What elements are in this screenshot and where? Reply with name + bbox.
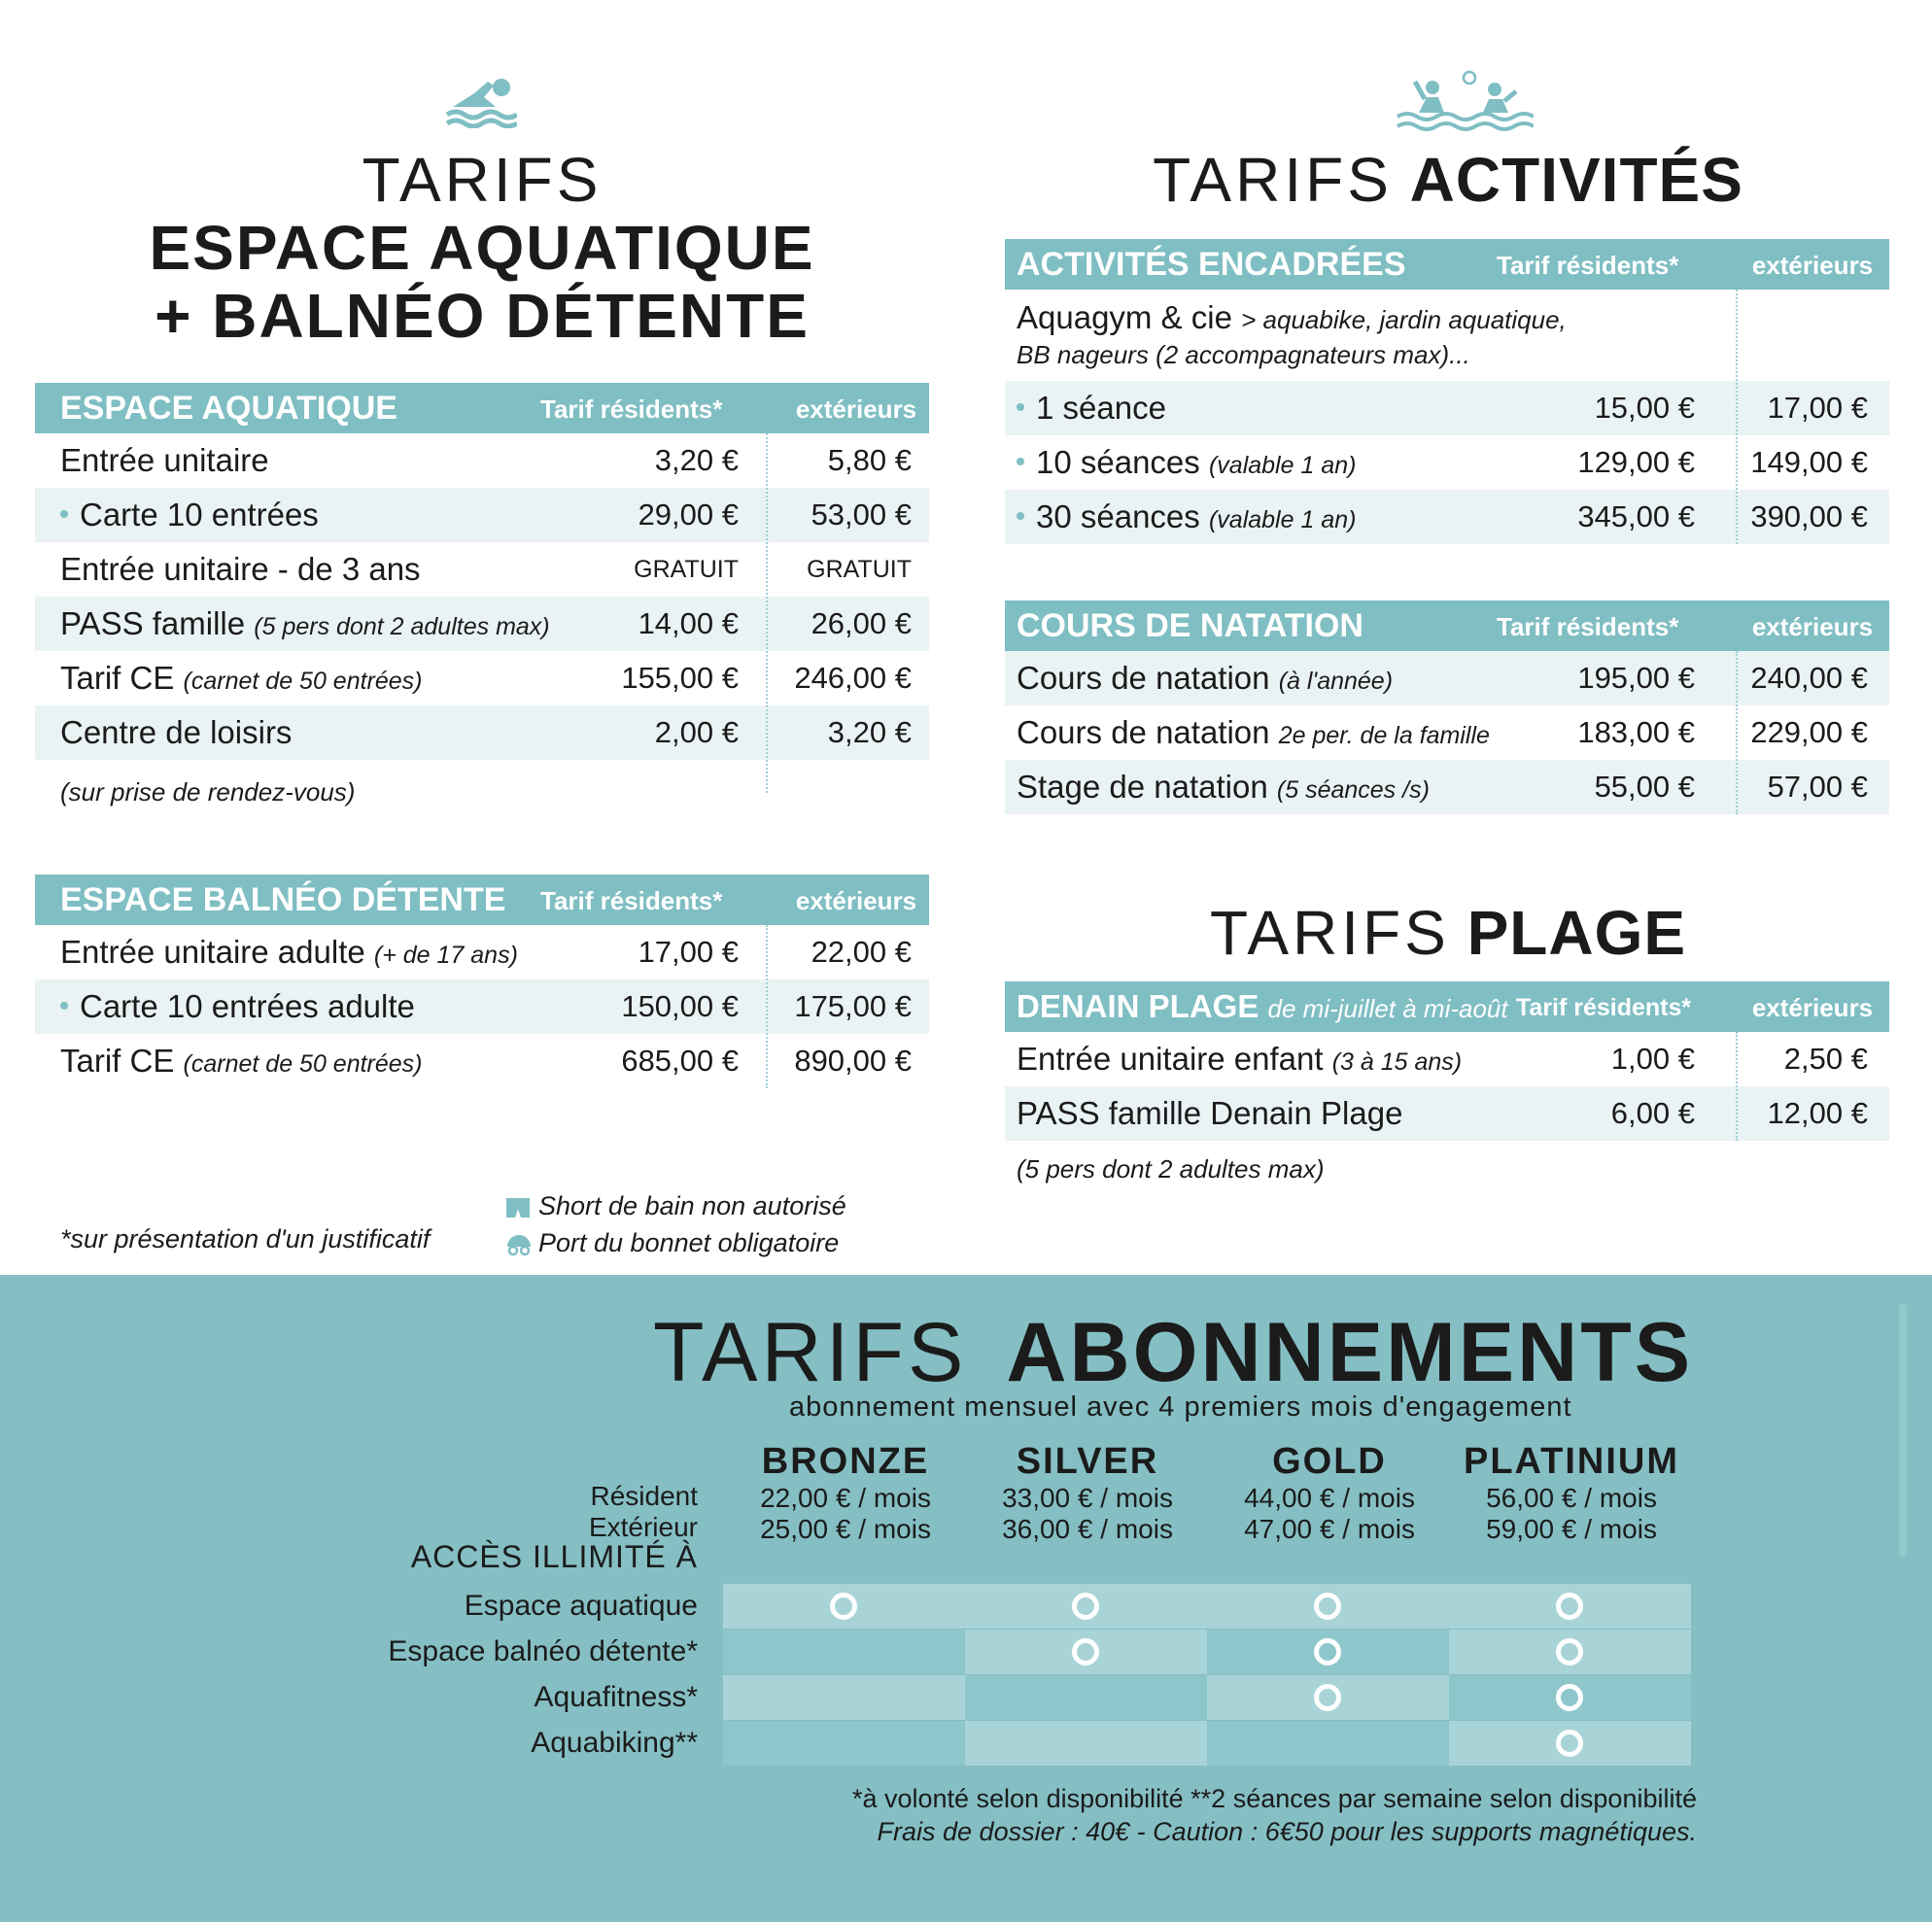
feature-cell [723,1630,965,1674]
included-ring-icon [830,1593,857,1620]
abonnements-footnote-2: Frais de dossier : 40€ - Caution : 6€50 pour les supports magnétiques. [877,1817,1697,1846]
row-ext: 2,50 € [1783,1042,1868,1076]
row-ext: 12,00 € [1767,1096,1868,1130]
table-header-sub: de mi-juillet à mi-août [1267,994,1508,1023]
row-label: Entrée unitaire adulte [60,934,365,970]
row-res: 2,00 € [654,715,739,749]
row-label: Carte 10 entrées adulte [80,988,415,1024]
table-row [35,705,929,760]
row-note: (carnet de 50 entrées) [183,1050,423,1078]
row-ext: 53,00 € [811,498,912,532]
row-label: Cours de natation [1017,714,1270,750]
table-row [1005,381,1889,435]
header-residents: Tarif résidents* [540,886,723,915]
included-ring-icon [1556,1684,1583,1711]
table-row [1005,760,1889,814]
table-row [1005,705,1889,760]
row-label: Entrée unitaire - de 3 ans [60,551,421,587]
row-res: 183,00 € [1577,715,1695,749]
plan-exterieur-price: 36,00 € / mois [1002,1514,1173,1544]
abonnements-title-bold: ABONNEMENTS [1006,1306,1694,1399]
feature-label: Aquabiking** [531,1727,698,1759]
aquatique-title-line3: + BALNÉO DÉTENTE [155,281,810,351]
legend [505,1187,846,1261]
decorative-bar [1899,1304,1907,1557]
table-row [35,488,929,542]
justificatif-note: *sur présentation d'un justificatif [60,1224,431,1253]
header-exterieurs: extérieurs [1751,993,1874,1022]
column-divider [766,433,768,793]
included-ring-icon [1314,1593,1341,1620]
row-res: 195,00 € [1577,661,1695,695]
row-label: Centre de loisirs [60,714,293,750]
feature-cell [1207,1721,1449,1766]
plage-title-bold: PLAGE [1466,898,1687,968]
row-label: Tarif CE [60,1043,175,1079]
row-note: (valable 1 an) [1208,452,1357,479]
bullet-icon [60,510,68,518]
feature-cell [1449,1630,1691,1674]
beach-ball-players-icon [1396,70,1534,132]
row-label: Carte 10 entrées [80,497,319,532]
feature-label: Aquafitness* [534,1681,698,1713]
swimmer-icon [445,74,517,128]
feature-row [723,1675,1691,1720]
swim-cap-goggles-icon [505,1233,533,1256]
row-label: Cours de natation [1017,660,1270,696]
activites-encadrees-table [1005,239,1889,544]
row-res: 29,00 € [638,498,739,532]
feature-cell [1449,1721,1691,1766]
included-ring-icon [1556,1593,1583,1620]
bullet-icon [1017,512,1024,520]
header-exterieurs: extérieurs [795,395,917,424]
plan-silver [966,1440,1209,1545]
header-residents: Tarif résidents* [1497,251,1679,280]
table-row [35,1034,929,1088]
row-note: (à l'année) [1278,668,1394,695]
row-res: 685,00 € [621,1044,739,1078]
table-row [1005,1086,1889,1141]
row-ext: 22,00 € [811,935,912,969]
row-res: 55,00 € [1594,770,1695,804]
plan-bronze [724,1440,967,1545]
feature-label: Espace balnéo détente* [388,1635,698,1667]
table-header [35,383,929,433]
feature-cell [723,1675,965,1720]
column-divider [1736,1032,1738,1141]
plage-footnote: (5 pers dont 2 adultes max) [1017,1154,1325,1184]
header-exterieurs: extérieurs [1751,612,1874,641]
row-label: Entrée unitaire [60,442,269,478]
row-res: 345,00 € [1577,499,1695,533]
plan-resident-price: 56,00 € / mois [1486,1483,1657,1513]
row-ext: 240,00 € [1750,661,1868,695]
table-row [1005,435,1889,490]
row-note: (3 à 15 ans) [1331,1048,1463,1076]
row-res: GRATUIT [634,556,739,583]
table-header-name: DENAIN PLAGE [1017,988,1259,1024]
activites-title-thin: TARIFS [1153,145,1393,215]
row-note: (carnet de 50 entrées) [183,668,423,695]
abonnements-subtitle: abonnement mensuel avec 4 premiers mois d'engagement [789,1391,1572,1423]
feature-cell [723,1584,965,1629]
row-note: 2e per. de la famille [1278,722,1490,749]
table-header-name: ESPACE AQUATIQUE [60,390,397,427]
resident-label: Résident [590,1481,698,1511]
header-residents: Tarif résidents* [1497,612,1679,641]
header-residents: Tarif résidents* [540,395,723,424]
feature-label: Espace aquatique [464,1590,698,1622]
row-note: (5 séances /s) [1276,776,1430,804]
table-header-name: ACTIVITÉS ENCADRÉES [1017,246,1406,283]
activites-title-bold: ACTIVITÉS [1409,145,1743,215]
row-note: (5 pers dont 2 adultes max) [254,613,550,640]
feature-cell [965,1675,1207,1720]
abonnements-title [653,1304,1693,1401]
row-label: Aquagym & cie [1017,299,1232,335]
included-ring-icon [1556,1730,1583,1757]
plage-title-thin: TARIFS [1209,898,1450,968]
row-note: (+ de 17 ans) [373,942,518,969]
row-ext: 26,00 € [811,606,912,640]
row-note: (valable 1 an) [1208,506,1357,533]
row-ext: 5,80 € [827,443,912,477]
feature-cell [1449,1675,1691,1720]
row-res: 155,00 € [621,661,739,695]
table-header [1005,981,1889,1032]
aquatique-title-line1: TARIFS [362,145,603,215]
espace-aquatique-table [35,383,929,760]
feature-cell [965,1721,1207,1766]
header-exterieurs: extérieurs [1751,251,1874,280]
row-ext: 175,00 € [794,989,912,1023]
plan-name: GOLD [1272,1441,1387,1482]
feature-cell [723,1721,965,1766]
legend-item [505,1187,846,1224]
row-res: 6,00 € [1610,1096,1695,1130]
row-ext: 17,00 € [1767,391,1868,425]
table-row [35,979,929,1034]
feature-row [723,1584,1691,1629]
header-residents: Tarif résidents* [1516,994,1692,1021]
aquatique-title-line2: ESPACE AQUATIQUE [149,213,815,283]
plan-resident-price: 33,00 € / mois [1002,1483,1173,1513]
abonnements-section [0,1275,1932,1922]
header-exterieurs: extérieurs [795,886,917,915]
feature-cell [965,1630,1207,1674]
row-note: > aquabike, jardin aquatique, [1241,305,1567,334]
table-row [35,433,929,488]
bullet-icon [1017,403,1024,411]
row-res: 1,00 € [1610,1042,1695,1076]
row-ext: 3,20 € [827,715,912,749]
plan-exterieur-price: 47,00 € / mois [1244,1514,1415,1544]
aquagym-row [1005,290,1889,381]
feature-cell [1207,1675,1449,1720]
row-note-line2: BB nageurs (2 accompagnateurs max)... [1017,340,1470,369]
plan-name: BRONZE [761,1441,930,1482]
row-ext: 246,00 € [794,661,912,695]
row-label: PASS famille Denain Plage [1017,1095,1403,1131]
bullet-icon [1017,458,1024,465]
table-header-name: ESPACE BALNÉO DÉTENTE [60,881,506,918]
column-divider [1736,651,1738,814]
table-row [35,925,929,979]
row-res: 15,00 € [1594,391,1695,425]
espace-balneo-table [35,875,929,1088]
plan-name: PLATINIUM [1463,1441,1680,1482]
row-label: Entrée unitaire enfant [1017,1041,1324,1077]
included-ring-icon [1072,1593,1099,1620]
abonnements-title-thin: TARIFS [653,1306,968,1399]
swim-shorts-icon [505,1197,531,1218]
feature-cell [965,1584,1207,1629]
bullet-icon [60,1002,68,1010]
row-ext: 390,00 € [1750,499,1868,533]
plan-name: SILVER [1016,1441,1159,1482]
table-row [35,597,929,651]
abonnements-footnote-1: *à volonté selon disponibilité **2 séances par semaine selon disponibilité [851,1784,1697,1813]
included-ring-icon [1314,1684,1341,1711]
included-ring-icon [1556,1638,1583,1665]
column-divider [1736,290,1738,544]
table-row [1005,490,1889,544]
column-divider [766,925,768,1088]
row-ext: 57,00 € [1767,770,1868,804]
bonnet-note: Port du bonnet obligatoire [538,1228,840,1257]
short-note: Short de bain non autorisé [538,1191,846,1220]
plan-platinium [1450,1440,1693,1545]
included-ring-icon [1314,1638,1341,1665]
row-label: PASS famille [60,605,246,641]
row-label: 10 séances [1036,444,1200,480]
acces-label: ACCÈS ILLIMITÉ À [410,1539,698,1574]
table-header [1005,239,1889,290]
activites-title [1005,146,1891,214]
feature-cell [1449,1584,1691,1629]
row-label: 1 séance [1036,390,1166,426]
table-row [1005,1032,1889,1086]
table-header [35,875,929,925]
table-row [35,542,929,597]
included-ring-icon [1072,1638,1099,1665]
row-res: 3,20 € [654,443,739,477]
aquatique-footnote: (sur prise de rendez-vous) [60,777,356,807]
row-label: Tarif CE [60,660,175,696]
exterieur-label: Extérieur [588,1512,698,1542]
table-row [1005,651,1889,705]
plan-resident-price: 44,00 € / mois [1244,1483,1415,1513]
feature-row [723,1721,1691,1766]
plage-title [1005,899,1891,967]
row-label: Stage de natation [1017,769,1268,805]
plan-exterieur-price: 25,00 € / mois [760,1514,931,1544]
row-res: 14,00 € [638,606,739,640]
row-res: 150,00 € [621,989,739,1023]
table-row [35,651,929,705]
row-res: 17,00 € [638,935,739,969]
row-ext: 229,00 € [1750,715,1868,749]
plan-exterieur-price: 59,00 € / mois [1486,1514,1657,1544]
table-header [1005,601,1889,651]
cours-natation-table [1005,601,1889,814]
row-res: 129,00 € [1577,445,1695,479]
feature-row [723,1630,1691,1674]
row-ext: GRATUIT [807,556,912,583]
legend-item [505,1224,846,1261]
row-label: 30 séances [1036,498,1200,534]
row-ext: 890,00 € [794,1044,912,1078]
feature-cell [1207,1584,1449,1629]
plan-resident-price: 22,00 € / mois [760,1483,931,1513]
table-header-name: COURS DE NATATION [1017,607,1363,644]
feature-cell [1207,1630,1449,1674]
row-ext: 149,00 € [1750,445,1868,479]
aquatique-title [35,146,929,350]
denain-plage-table [1005,981,1889,1141]
plan-gold [1208,1440,1451,1545]
